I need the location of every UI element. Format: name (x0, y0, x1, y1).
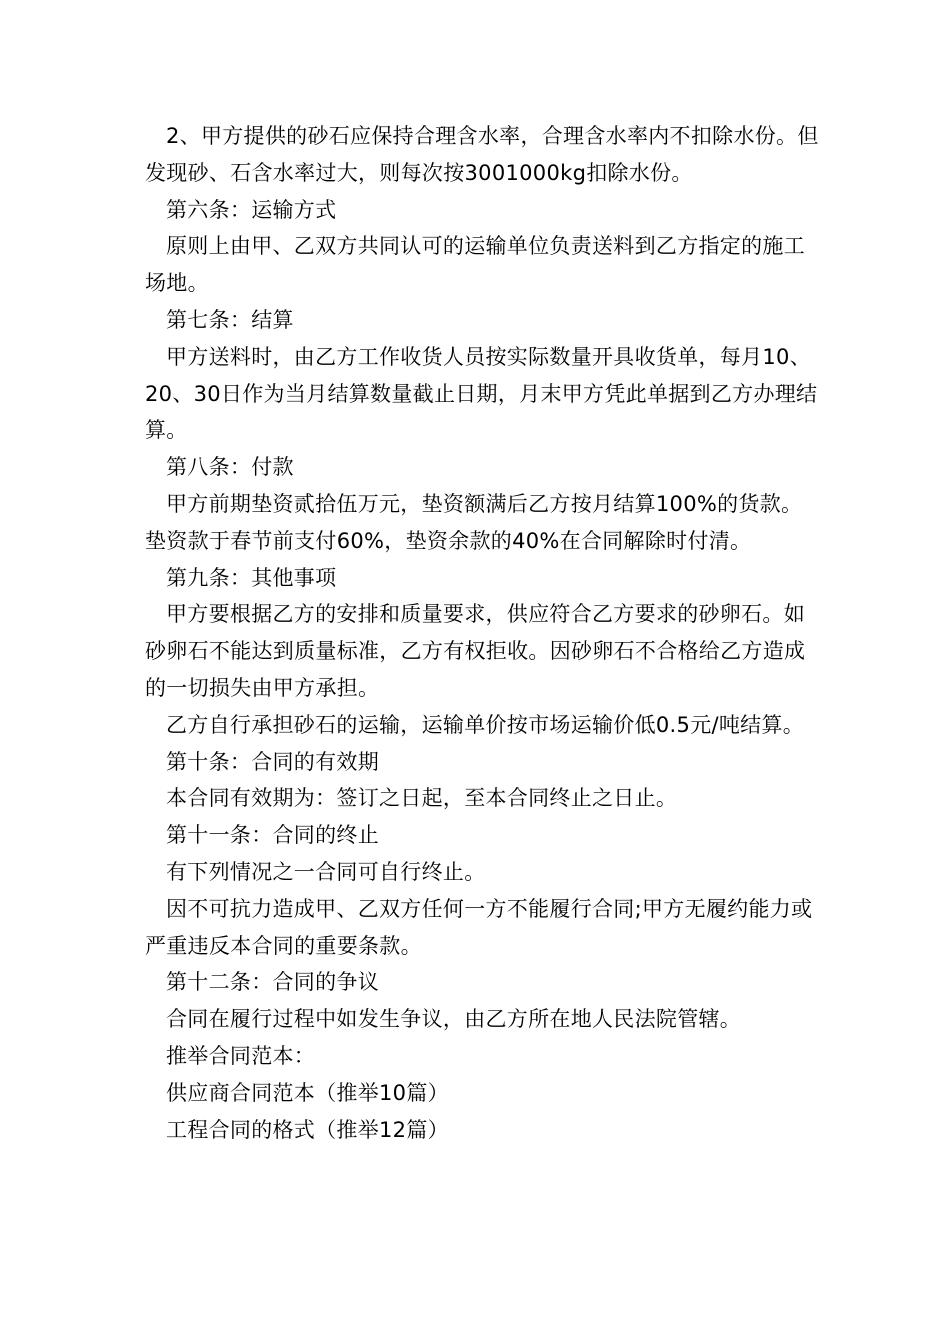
document-body (145, 118, 821, 1148)
paragraph-termination-cases: 因不可抗力造成甲、乙双方任何一方不能履行合同;甲方无履约能力或严重违反本合同的重要条款。 (145, 896, 813, 958)
paragraph-quality: 甲方要根据乙方的安排和质量要求，供应符合乙方要求的砂卵石。如砂卵石不能达到质量标准，乙方有权拒收。因砂卵石不合格给乙方造成的一切损失由甲方承担。 (145, 602, 806, 700)
paragraph-termination-intro: 有下列情况之一合同可自行终止。 (166, 859, 486, 884)
paragraph-payment: 甲方前期垫资贰拾伍万元，垫资额满后乙方按月结算100%的货款。垫资款于春节前支付60%，垫资余款的40%在合同解除时付清。 (145, 491, 803, 553)
heading-article-11: 第十一条：合同的终止 (166, 823, 379, 848)
heading-article-9: 第九条：其他事项 (166, 565, 337, 590)
paragraph-settlement: 甲方送料时，由乙方工作收货人员按实际数量开具收货单，每月10、20、30日作为当月结算数量截止日期，月末甲方凭此单据到乙方办理结算。 (145, 344, 818, 443)
paragraph-validity: 本合同有效期为：签订之日起，至本合同终止之日止。 (166, 786, 678, 811)
recommendation-item-supplier: 供应商合同范本（推举10篇） (166, 1080, 449, 1105)
heading-article-8: 第八条：付款 (166, 455, 294, 480)
paragraph-freight: 乙方自行承担砂石的运输，运输单价按市场运输价低0.5元/吨结算。 (166, 712, 805, 737)
heading-article-10: 第十条：合同的有效期 (166, 749, 379, 774)
heading-article-7: 第七条：结算 (166, 307, 294, 332)
paragraph-transport: 原则上由甲、乙双方共同认可的运输单位负责送料到乙方指定的施工场地。 (145, 234, 805, 296)
recommendation-label: 推举合同范本： (166, 1043, 316, 1068)
heading-article-6: 第六条：运输方式 (166, 197, 337, 222)
paragraph-moisture-clause: 2、甲方提供的砂石应保持合理含水率，合理含水率内不扣除水份。但发现砂、石含水率过大，则每次按3001000kg扣除水份。 (145, 124, 819, 185)
heading-article-12: 第十二条：合同的争议 (166, 970, 379, 995)
paragraph-dispute: 合同在履行过程中如发生争议，由乙方所在地人民法院管辖。 (166, 1007, 742, 1032)
recommendation-item-engineering: 工程合同的格式（推举12篇） (166, 1117, 449, 1142)
